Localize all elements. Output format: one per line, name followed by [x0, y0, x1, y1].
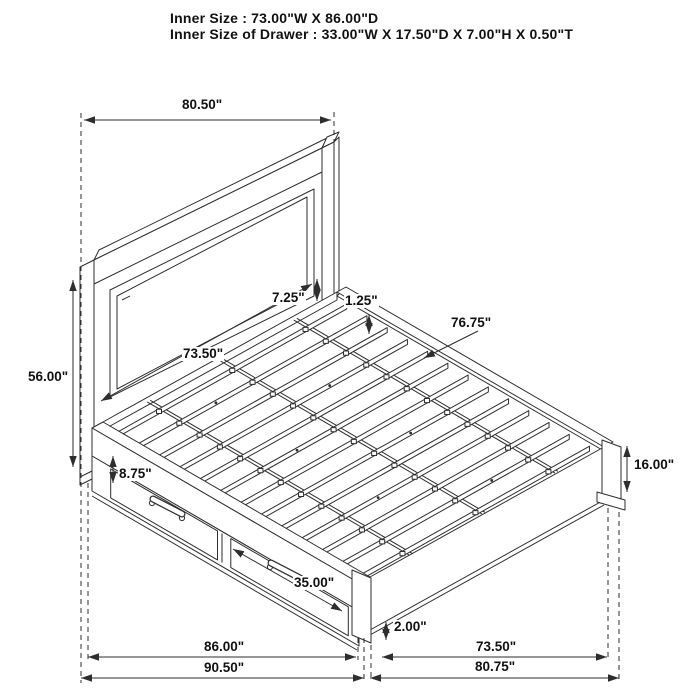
foot-near-leg	[352, 570, 371, 643]
dim-drawer-front-height: 8.75"	[119, 466, 152, 481]
dim-headboard-height: 56.00"	[28, 369, 69, 384]
inner-size-note: Inner Size : 73.00"W X 86.00"D	[170, 10, 379, 26]
dim-side-rail-length: 76.75"	[451, 315, 492, 330]
dim-footboard-clearance: 2.00"	[394, 619, 427, 634]
inner-size-drawer-note: Inner Size of Drawer : 33.00"W X 17.50"D X 7.00"H X 0.50"T	[170, 26, 574, 42]
dim-footboard-height: 16.00"	[634, 457, 675, 472]
dim-headboard-panel-width: 73.50"	[183, 346, 224, 361]
dim-drawer-front-width: 35.00"	[294, 575, 335, 590]
dim-base-depth: 86.00"	[204, 639, 245, 654]
dim-overall-depth: 90.50"	[204, 660, 245, 675]
dim-headboard-width: 80.50"	[182, 97, 223, 112]
dim-slat-thickness: 1.25"	[345, 293, 378, 308]
footboard	[352, 440, 625, 643]
dim-platform-width: 73.50"	[476, 639, 517, 654]
dim-overall-width: 80.75"	[475, 659, 516, 674]
dim-panel-to-deck-gap: 7.25"	[272, 290, 305, 305]
